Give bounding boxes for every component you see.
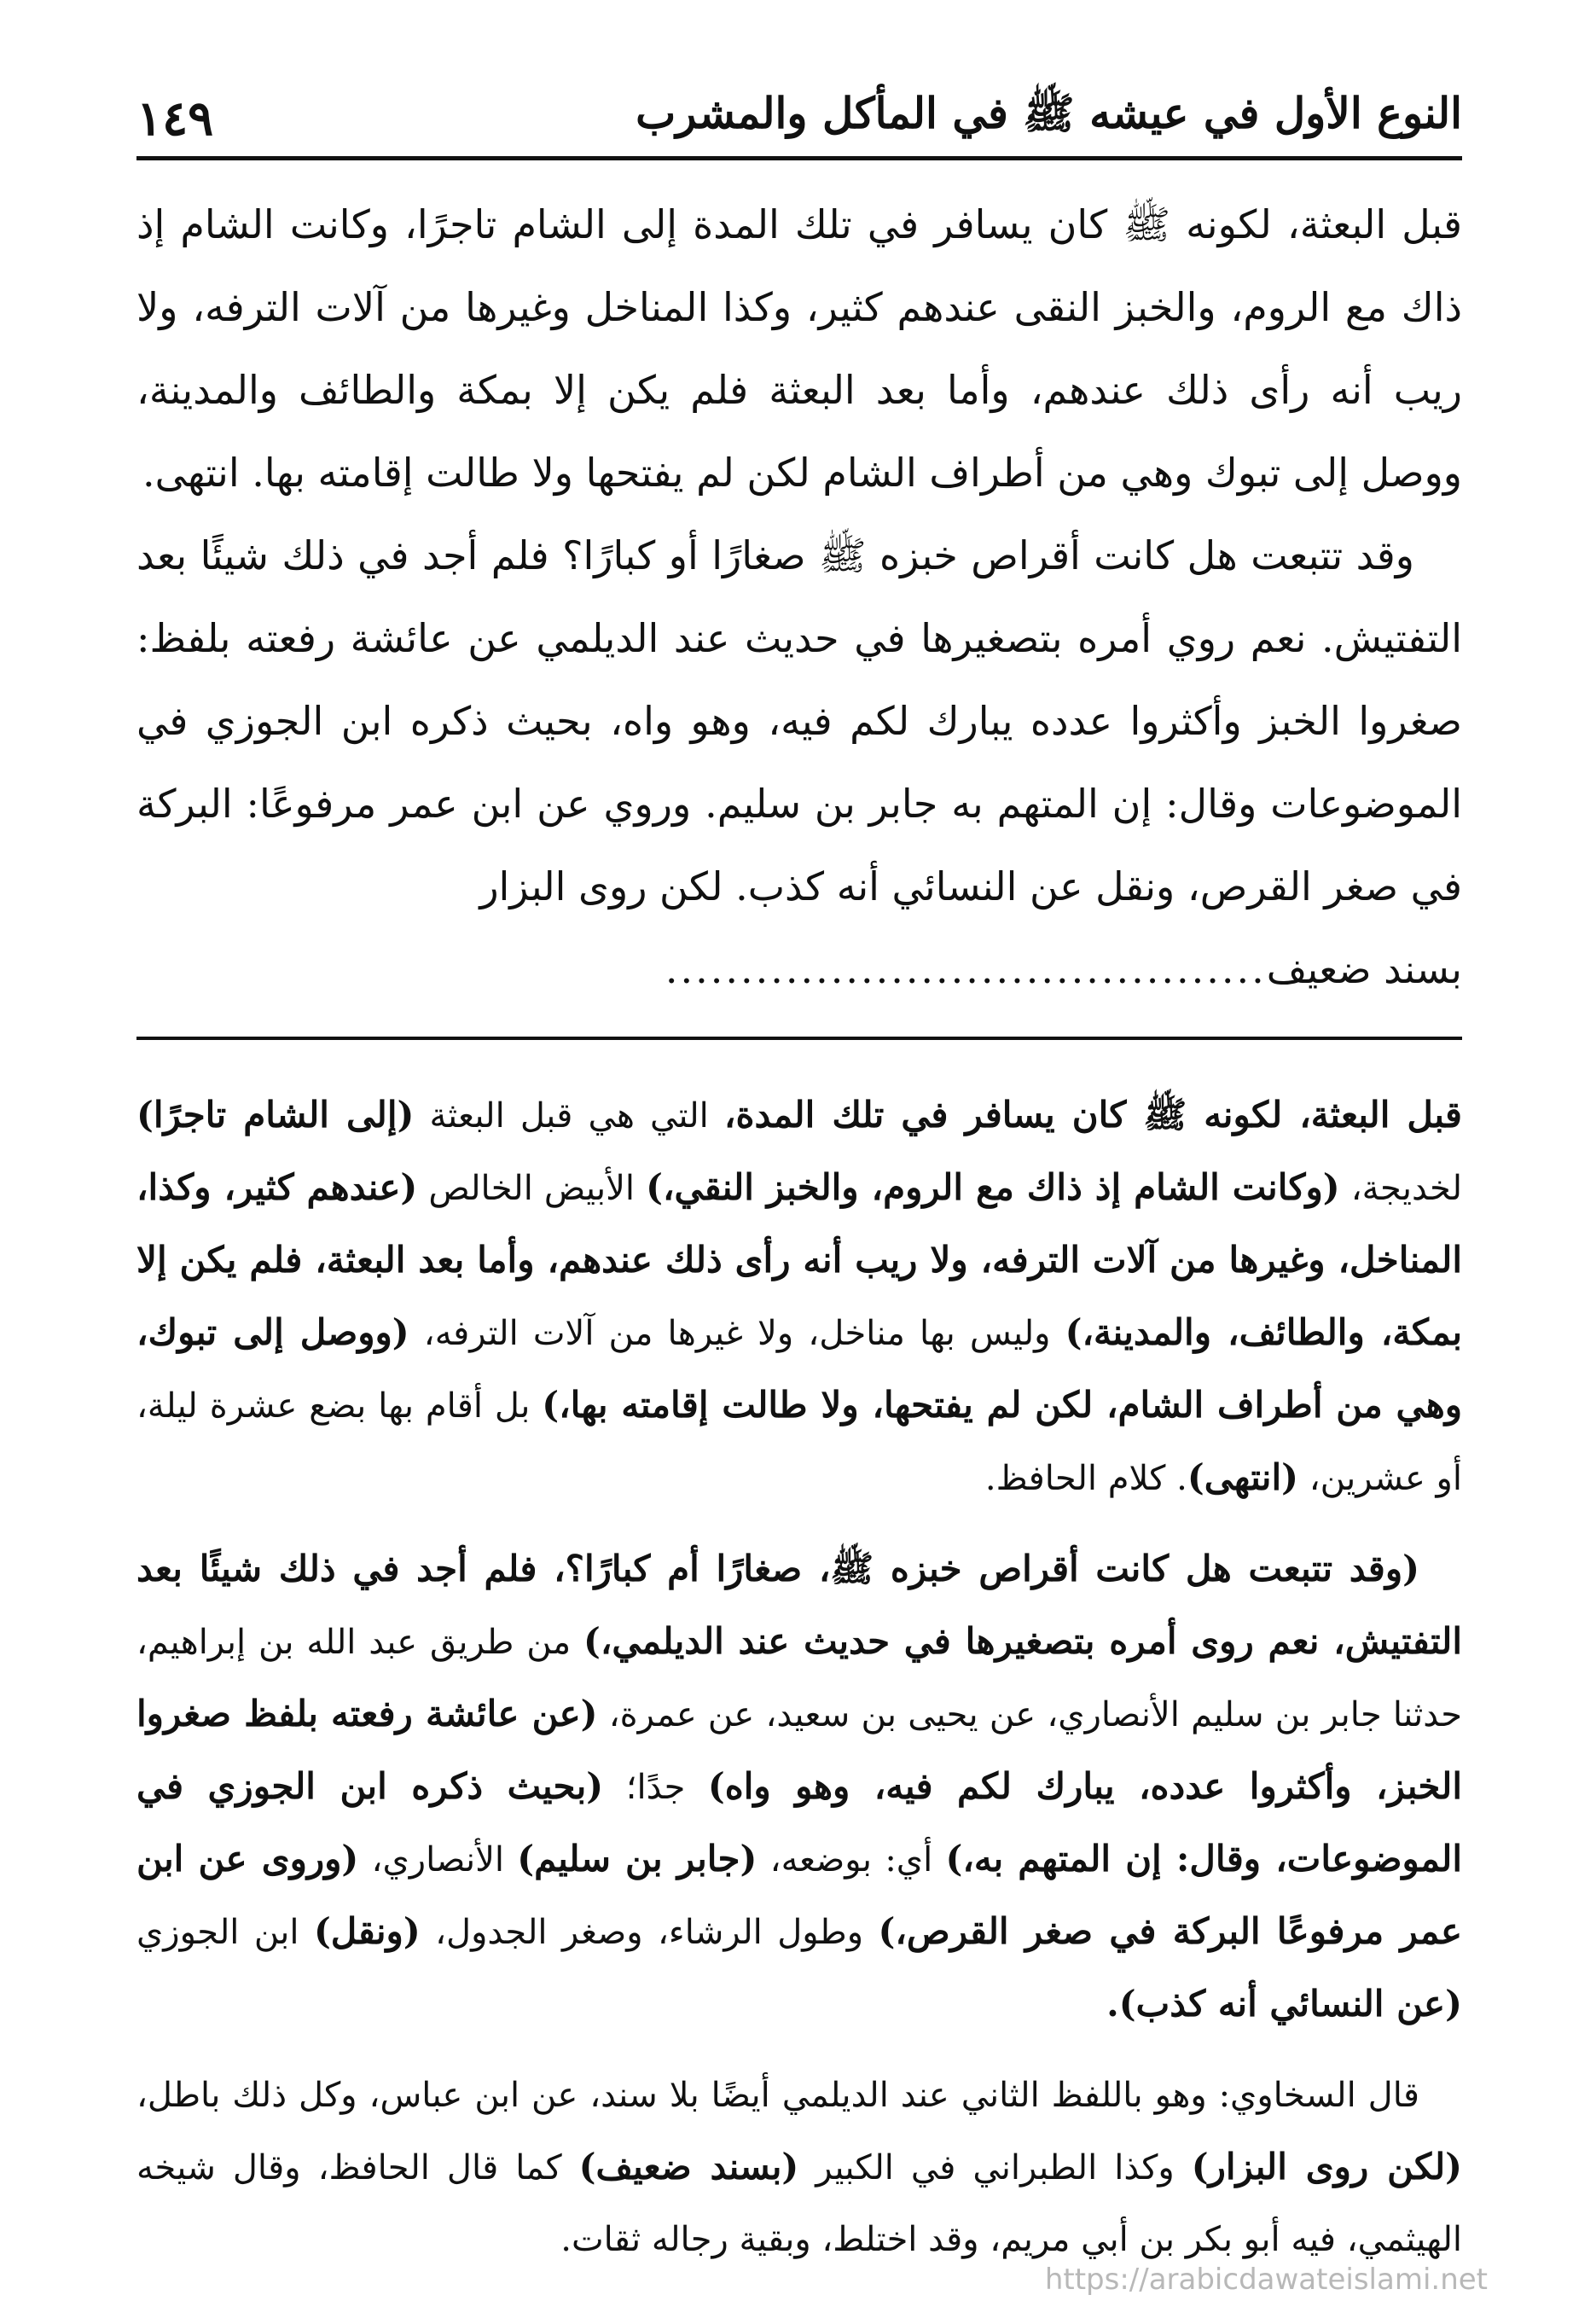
continuation-dots: ........................................ (665, 946, 1267, 992)
commentary-text-segment: وطول الرشاء، وصغر الجدول، (420, 1913, 879, 1952)
commentary-text-segment: جدًا؛ (603, 1768, 708, 1807)
main-paragraph-2-tail (136, 928, 1462, 1011)
footnote-divider (136, 1037, 1462, 1040)
commentary-text-segment: . كلام الحافظ. (984, 1459, 1187, 1498)
quoted-text-segment: (لكن روى البزار) (1191, 2146, 1462, 2187)
quoted-text-segment: (بحيث ذكره ابن الجوزي في الموضوعات، وقال: إن المتهم به،) (136, 1765, 1462, 1880)
commentary-text-segment: الأبيض الخالص (417, 1169, 647, 1208)
commentary-section (136, 1079, 1462, 2275)
quoted-text-segment: (ونقل) (313, 1910, 421, 1952)
commentary-paragraph-1 (136, 1079, 1462, 1514)
commentary-paragraph-3 (136, 2060, 1462, 2275)
quoted-text-segment: (وروى عن ابن عمر مرفوعًا البركة في صغر القرص،) (136, 1838, 1462, 1952)
quoted-text-segment: (ووصل إلى تبوك، وهي من أطراف الشام، لكن لم يفتحها، ولا طالت إقامته بها،) (136, 1311, 1462, 1426)
quoted-text-segment: (إلى الشام تاجرًا) (136, 1094, 415, 1136)
quoted-text-segment: (بسند ضعيف) (578, 2146, 799, 2187)
commentary-text-segment: أي: بوضعه، (757, 1840, 946, 1880)
commentary-text-segment: بل أقام بها بضع عشرة ليلة، أو عشرين، (136, 1386, 1462, 1498)
main-paragraph-1: قبل البعثة، لكونه ﷺ كان يسافر في تلك المدة إلى الشام تاجرًا، وكانت الشام إذ ذاك مع الروم، والخبز النقى عندهم كثير، وكذا المناخل وغيرها من آلات الترفه، ولا ريب أنه رأى ذلك عندهم، وأما بعد البعثة فلم يكن إلا بمكة والطائف والمدينة، ووصل إلى تبوك وهي من أطراف الشام لكن لم يفتحها ولا طالت إقامته بها. انتهى. (136, 201, 1462, 496)
commentary-text-segment: التي هي قبل البعثة (414, 1096, 724, 1136)
quoted-text-segment: (عن النسائي أنه كذب). (1106, 1983, 1462, 2025)
page-number: ١٤٩ (136, 90, 214, 147)
commentary-text-segment: من طريق عبد الله بن إبراهيم، حدثنا جابر بن سليم الأنصاري، عن يحيى بن سعيد، عن عمرة، (136, 1623, 1463, 1734)
commentary-text-segment: وكذا الطبراني في الكبير (798, 2148, 1192, 2187)
main-paragraph-2: وقد تتبعت هل كانت أقراص خبزه ﷺ صغارًا أو كبارًا؟ فلم أجد في ذلك شيئًا بعد التفتيش. نعم روي أمره بتصغيرها في حديث عند الديلمي عن عائشة رفعته بلفظ: صغروا الخبز وأكثروا عدده يبارك لكم فيه، وهو واه، بحيث ذكره ابن الجوزي في الموضوعات وقال: إن المتهم به جابر بن سليم. وروي عن ابن عمر مرفوعًا: البركة في صغر القرص، ونقل عن النسائي أنه كذب. لكن روى البزار (136, 532, 1462, 909)
quoted-text-segment: (عن عائشة رفعته بلفظ صغروا الخبز، وأكثروا عدده، يبارك لكم فيه، وهو واه) (136, 1693, 1462, 1807)
commentary-paragraph-2 (136, 1533, 1462, 2041)
quoted-text-segment: (انتهى) (1187, 1456, 1299, 1498)
quoted-text-segment: (وكانت الشام إذ ذاك مع الروم، والخبز النقي،) (646, 1166, 1340, 1208)
tail-text: بسند ضعيف (1266, 946, 1462, 992)
quoted-text-segment: (جابر بن سليم) (517, 1838, 757, 1880)
commentary-text-segment: لخديجة، (1339, 1169, 1463, 1208)
main-text (136, 183, 1462, 1011)
commentary-text-segment: كما قال الحافظ، وقال شيخه الهيثمي، فيه أبو بكر بن أبي مريم، وقد اختلط، وبقية رجاله ثقات. (136, 2148, 1462, 2259)
quoted-text-segment: قبل البعثة، لكونه ﷺ كان يسافر في تلك المدة، (723, 1094, 1462, 1136)
quoted-text-segment: (وقد تتبعت هل كانت أقراص خبزه ﷺ، صغارًا أم كبارًا؟، فلم أجد في ذلك شيئًا بعد التفتيش، نعم روى أمره بتصغيرها في حديث عند الديلمي،) (136, 1548, 1462, 1662)
commentary-text-segment: قال السخاوي: وهو باللفظ الثاني عند الديلمي أيضًا بلا سند، عن ابن عباس، وكل ذلك باطل، (136, 2076, 1419, 2115)
page-header (136, 81, 1462, 160)
running-title: النوع الأول في عيشه ﷺ في المأكل والمشرب (636, 88, 1462, 138)
commentary-text-segment: وليس بها مناخل، ولا غيرها من آلات الترفه، (409, 1314, 1065, 1353)
quoted-text-segment: (عندهم كثير، وكذا، المناخل، وغيرها من آلات الترفه، ولا ريب أنه رأى ذلك عندهم، وأما بعد البعثة، فلم يكن إلا بمكة، والطائف، والمدينة،) (136, 1166, 1463, 1353)
commentary-text-segment: ابن الجوزي (136, 1913, 314, 1952)
commentary-text-segment: الأنصاري، (358, 1840, 518, 1880)
site-watermark: https://arabicdawateislami.net (1044, 2263, 1488, 2297)
